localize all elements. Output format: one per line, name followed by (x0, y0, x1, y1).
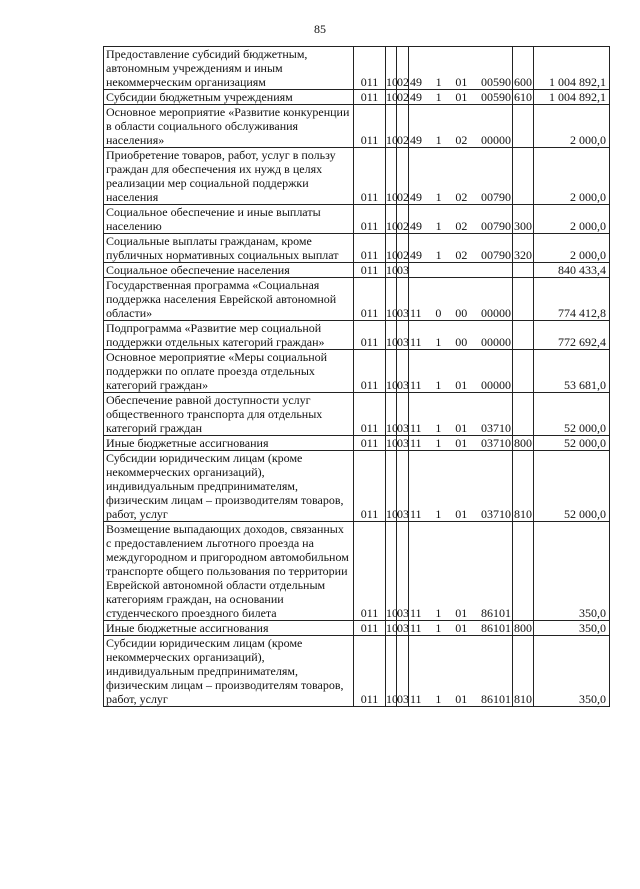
subsection-code: 03 (397, 278, 409, 321)
table-row (104, 278, 610, 321)
section-code: 10 (386, 522, 397, 621)
row-name: Социальное обеспечение населения (104, 263, 354, 278)
direction-code: 00590 (480, 75, 511, 89)
row-name: Приобретение товаров, работ, услуг в пользу граждан для обеспечения их нужд в целях реализации мер социальной поддержки населения (104, 148, 354, 205)
table-row (104, 148, 610, 205)
row-name: Государственная программа «Социальная поддержка населения Еврейской автономной области» (104, 278, 354, 321)
admin-code: 011 (354, 636, 386, 707)
direction-code: 03710 (481, 507, 511, 521)
target-article-code (409, 350, 513, 393)
target-article-code (409, 451, 513, 522)
subsection-code: 03 (397, 350, 409, 393)
subprogram-code: 1 (435, 378, 442, 392)
activity-code: 01 (455, 90, 468, 104)
subprogram-code: 1 (435, 621, 442, 635)
subsection-code: 02 (397, 205, 409, 234)
program-code: 49 (410, 90, 422, 104)
subprogram-code: 1 (435, 606, 442, 620)
section-code: 10 (386, 321, 397, 350)
expense-type-code (513, 393, 534, 436)
activity-code: 01 (455, 621, 468, 635)
program-code: 11 (410, 606, 422, 620)
table-row (104, 393, 610, 436)
activity-code: 02 (455, 219, 468, 233)
section-code: 10 (386, 205, 397, 234)
expense-type-code (513, 321, 534, 350)
amount: 350,0 (534, 621, 610, 636)
direction-code: 03710 (481, 421, 511, 435)
direction-code: 86101 (481, 621, 511, 635)
activity-code: 01 (455, 436, 468, 450)
table-row (104, 436, 610, 451)
subprogram-code: 1 (435, 335, 442, 349)
subsection-code: 03 (397, 263, 409, 277)
direction-code: 00000 (481, 306, 511, 320)
section-code: 10 (386, 90, 398, 104)
program-code: 11 (410, 421, 422, 435)
activity-code: 01 (455, 75, 468, 89)
row-name: Обеспечение равной доступности услуг общественного транспорта для отдельных категорий граждан (104, 393, 354, 436)
amount: 350,0 (534, 636, 610, 707)
row-name: Субсидии бюджетным учреждениям (104, 90, 354, 105)
subsection-code: 03 (397, 451, 409, 522)
section-code: 10 (386, 636, 397, 707)
admin-code: 011 (354, 522, 386, 621)
subsection-code: 03 (397, 393, 409, 436)
target-article-code (409, 234, 513, 263)
amount: 52 000,0 (534, 451, 610, 522)
row-name: Возмещение выпадающих доходов, связанных с предоставлением льготного проезда на междугородном и пригородном автомобильном транспорте общего пользования по территории Еврейской автономной области отдельным категориям граждан, на основании студенческого проездного билета (104, 522, 354, 621)
amount: 2 000,0 (534, 148, 610, 205)
subsection-code: 02 (397, 90, 409, 104)
program-code: 49 (410, 133, 422, 147)
expense-type-code (513, 350, 534, 393)
program-code: 11 (410, 335, 422, 349)
admin-code: 011 (354, 148, 386, 205)
amount: 774 412,8 (534, 278, 610, 321)
amount: 2 000,0 (534, 105, 610, 148)
row-name: Субсидии юридическим лицам (кроме некоммерческих организаций), индивидуальным предпринимателям, физическим лицам – производителям товаров, работ, услуг (104, 636, 354, 707)
subprogram-code: 1 (435, 190, 442, 204)
expense-type-code (513, 148, 534, 205)
amount: 1 004 892,1 (534, 47, 610, 90)
table-row (104, 621, 610, 636)
direction-code: 86101 (481, 606, 511, 620)
section-code: 10 (386, 436, 398, 450)
expense-type-code (513, 522, 534, 621)
activity-code: 02 (455, 133, 468, 147)
direction-code: 00790 (480, 190, 511, 204)
row-name: Иные бюджетные ассигнования (104, 436, 354, 451)
expense-type-code: 800 (514, 436, 532, 450)
expense-type-code: 320 (513, 234, 534, 263)
expense-type-code: 800 (514, 621, 532, 635)
subsection-code: 02 (397, 234, 409, 263)
target-article-code (409, 205, 513, 234)
program-code: 49 (410, 219, 422, 233)
table-row (104, 321, 610, 350)
admin-code: 011 (354, 105, 386, 148)
program-code: 49 (410, 190, 422, 204)
section-code: 10 (386, 393, 397, 436)
row-name: Социальные выплаты гражданам, кроме публичных нормативных социальных выплат (104, 234, 354, 263)
target-article-code (409, 621, 513, 636)
subsection-code: 03 (397, 636, 409, 707)
program-code: 49 (410, 75, 422, 89)
row-name: Основное мероприятие «Развитие конкуренции в области социального обслуживания населения» (104, 105, 354, 148)
activity-code: 00 (455, 335, 468, 349)
subprogram-code: 1 (435, 436, 442, 450)
target-article-code (409, 321, 513, 350)
amount: 53 681,0 (534, 350, 610, 393)
table-row (104, 90, 610, 105)
subprogram-code: 1 (435, 421, 442, 435)
expense-type-code (513, 278, 534, 321)
subsection-code: 02 (397, 47, 409, 90)
section-code: 10 (386, 47, 397, 90)
subprogram-code: 1 (435, 75, 442, 89)
direction-code: 00000 (480, 133, 511, 147)
direction-code: 00790 (480, 248, 511, 262)
subprogram-code: 1 (435, 507, 442, 521)
expense-type-code (513, 105, 534, 148)
admin-code: 011 (354, 321, 386, 350)
admin-code: 011 (354, 451, 386, 522)
amount: 772 692,4 (534, 321, 610, 350)
subprogram-code: 1 (435, 692, 442, 706)
admin-code: 011 (354, 621, 386, 636)
target-article-code (409, 278, 513, 321)
activity-code: 01 (455, 378, 468, 392)
program-code: 49 (410, 248, 422, 262)
admin-code: 011 (354, 234, 386, 263)
section-code: 10 (386, 105, 397, 148)
target-article-code (409, 436, 513, 451)
table-body (104, 47, 610, 707)
subsection-code: 03 (397, 621, 409, 635)
expense-type-code: 600 (513, 47, 534, 90)
row-name: Субсидии юридическим лицам (кроме некоммерческих организаций), индивидуальным предпринимателям, физическим лицам – производителям товаров, работ, услуг (104, 451, 354, 522)
expense-type-code: 610 (514, 90, 532, 104)
activity-code: 01 (455, 692, 468, 706)
expense-type-code: 810 (513, 636, 534, 707)
admin-code: 011 (354, 263, 386, 278)
activity-code: 01 (455, 606, 468, 620)
direction-code: 86101 (481, 692, 511, 706)
direction-code: 00590 (480, 90, 511, 104)
admin-code: 011 (354, 278, 386, 321)
table-row (104, 105, 610, 148)
subprogram-code: 1 (435, 90, 442, 104)
target-article-code (409, 636, 513, 707)
admin-code: 011 (354, 205, 386, 234)
admin-code: 011 (354, 90, 386, 105)
admin-code: 011 (354, 393, 386, 436)
row-name: Предоставление субсидий бюджетным, автономным учреждениям и иным некоммерческим организациям (104, 47, 354, 90)
admin-code: 011 (354, 350, 386, 393)
program-code: 11 (410, 306, 422, 320)
subsection-code: 02 (397, 148, 409, 205)
subsection-code: 03 (397, 321, 409, 350)
section-code: 10 (386, 278, 397, 321)
section-code: 10 (386, 451, 397, 522)
activity-code: 01 (455, 507, 468, 521)
direction-code: 00000 (481, 335, 511, 349)
target-article-code (409, 393, 513, 436)
target-article-code (409, 90, 513, 105)
program-code: 11 (410, 378, 422, 392)
activity-code: 00 (455, 306, 468, 320)
table-row (104, 451, 610, 522)
subsection-code: 03 (397, 436, 409, 450)
program-code: 11 (410, 507, 422, 521)
target-article-code (409, 522, 513, 621)
admin-code: 011 (354, 47, 386, 90)
subprogram-code: 0 (435, 306, 442, 320)
table-row (104, 263, 610, 278)
amount: 52 000,0 (534, 436, 610, 451)
program-code: 11 (410, 621, 422, 635)
row-name: Основное мероприятие «Меры социальной поддержки по оплате проезда отдельных категорий граждан» (104, 350, 354, 393)
row-name: Иные бюджетные ассигнования (104, 621, 354, 636)
program-code: 11 (410, 692, 422, 706)
table-row (104, 350, 610, 393)
section-code: 10 (386, 148, 397, 205)
activity-code: 02 (455, 248, 468, 262)
section-code: 10 (386, 234, 397, 263)
budget-table (103, 46, 610, 707)
section-code: 10 (386, 350, 397, 393)
table-row (104, 636, 610, 707)
expense-type-code: 810 (513, 451, 534, 522)
activity-code: 01 (455, 421, 468, 435)
section-code: 10 (386, 263, 398, 277)
subsection-code: 02 (397, 105, 409, 148)
amount: 1 004 892,1 (534, 90, 610, 105)
direction-code: 00000 (481, 378, 511, 392)
program-code: 11 (410, 436, 422, 450)
direction-code: 03710 (481, 436, 511, 450)
section-code: 10 (386, 621, 398, 635)
row-name: Подпрограмма «Развитие мер социальной поддержки отдельных категорий граждан» (104, 321, 354, 350)
target-article-code (409, 47, 513, 90)
table-row (104, 234, 610, 263)
expense-type-code (513, 263, 534, 278)
admin-code: 011 (354, 436, 386, 451)
table-row (104, 47, 610, 90)
subprogram-code: 1 (435, 219, 442, 233)
subprogram-code: 1 (435, 248, 442, 262)
expense-type-code: 300 (513, 205, 534, 234)
activity-code: 02 (455, 190, 468, 204)
amount: 2 000,0 (534, 234, 610, 263)
subprogram-code: 1 (435, 133, 442, 147)
amount: 350,0 (534, 522, 610, 621)
subsection-code: 03 (397, 522, 409, 621)
row-name: Социальное обеспечение и иные выплаты населению (104, 205, 354, 234)
target-article-code (409, 263, 513, 278)
page-number: 85 (314, 22, 326, 36)
amount: 840 433,4 (534, 263, 610, 278)
target-article-code (409, 105, 513, 148)
direction-code: 00790 (480, 219, 511, 233)
amount: 52 000,0 (534, 393, 610, 436)
table-row (104, 205, 610, 234)
table-row (104, 522, 610, 621)
target-article-code (409, 148, 513, 205)
amount: 2 000,0 (534, 205, 610, 234)
